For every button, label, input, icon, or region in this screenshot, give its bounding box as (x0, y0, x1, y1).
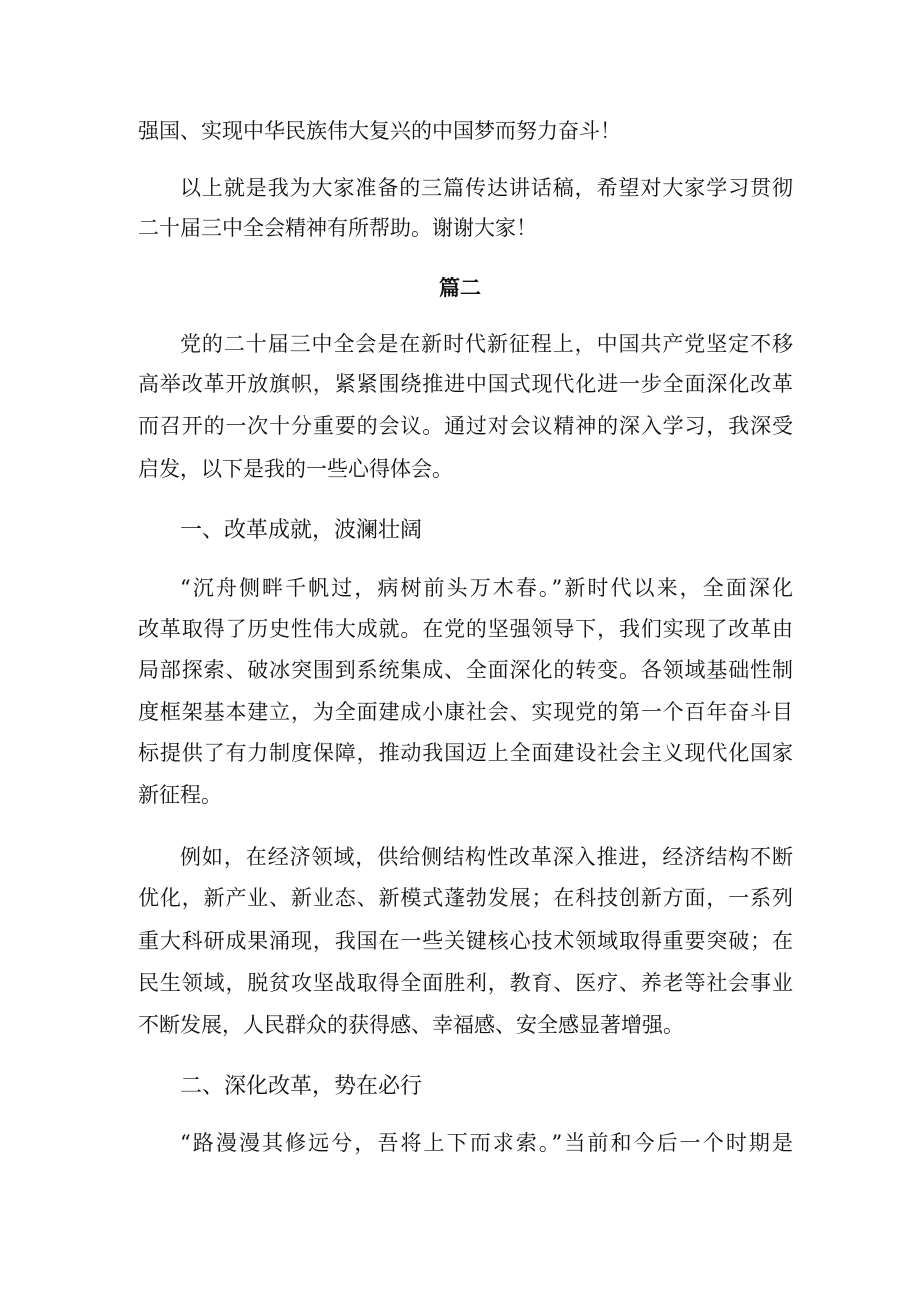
intro-line-2: 以上就是我为大家准备的三篇传达讲话稿，希望对大家学习贯彻 (180, 176, 793, 200)
intro-line-3: 二十届三中全会精神有所帮助。谢谢大家！ (138, 216, 537, 240)
heading-1: 一、改革成就，波澜壮阔 (180, 518, 423, 543)
para1-line-4: 启发，以下是我的一些心得体会。 (138, 457, 453, 481)
para2-line-1: “沉舟侧畔千帆过，病树前头万木春。”新时代以来，全面深化 (180, 576, 793, 600)
para3-line-2: 优化，新产业、新业态、新模式蓬勃发展；在科技创新方面，一系列 (138, 886, 793, 910)
para2-line-4: 度框架基本建立，为全面建成小康社会、实现党的第一个百年奋斗目 (138, 700, 793, 724)
para1-line-2: 高举改革开放旗帜，紧紧围绕推进中国式现代化进一步全面深化改革 (138, 372, 793, 396)
para3-line-5: 不断发展，人民群众的获得感、幸福感、安全感显著增强。 (138, 1013, 684, 1037)
heading-2: 二、深化改革，势在必行 (180, 1074, 423, 1099)
section-title: 篇二 (439, 276, 481, 300)
para3-line-4: 民生领域，脱贫攻坚战取得全面胜利，教育、医疗、养老等社会事业 (138, 971, 793, 995)
para2-line-3: 局部探索、破冰突围到系统集成、全面深化的转变。各领域基础性制 (138, 658, 793, 682)
para3-line-3: 重大科研成果涌现，我国在一些关键核心技术领域取得重要突破；在 (138, 929, 793, 953)
para2-line-6: 新征程。 (138, 783, 222, 807)
para2-line-2: 改革取得了历史性伟大成就。在党的坚强领导下，我们实现了改革由 (138, 617, 793, 641)
para4-line-1: “路漫漫其修远兮，吾将上下而求索。”当前和今后一个时期是 (180, 1131, 793, 1155)
intro-line-1: 强国、实现中华民族伟大复兴的中国梦而努力奋斗！ (138, 119, 621, 143)
para1-line-1: 党的二十届三中全会是在新时代新征程上，中国共产党坚定不移 (180, 332, 793, 356)
para3-line-1: 例如，在经济领域，供给侧结构性改革深入推进，经济结构不断 (180, 845, 793, 869)
para1-line-3: 而召开的一次十分重要的会议。通过对会议精神的深入学习，我深受 (138, 414, 793, 438)
para2-line-5: 标提供了有力制度保障，推动我国迈上全面建设社会主义现代化国家 (138, 741, 793, 765)
